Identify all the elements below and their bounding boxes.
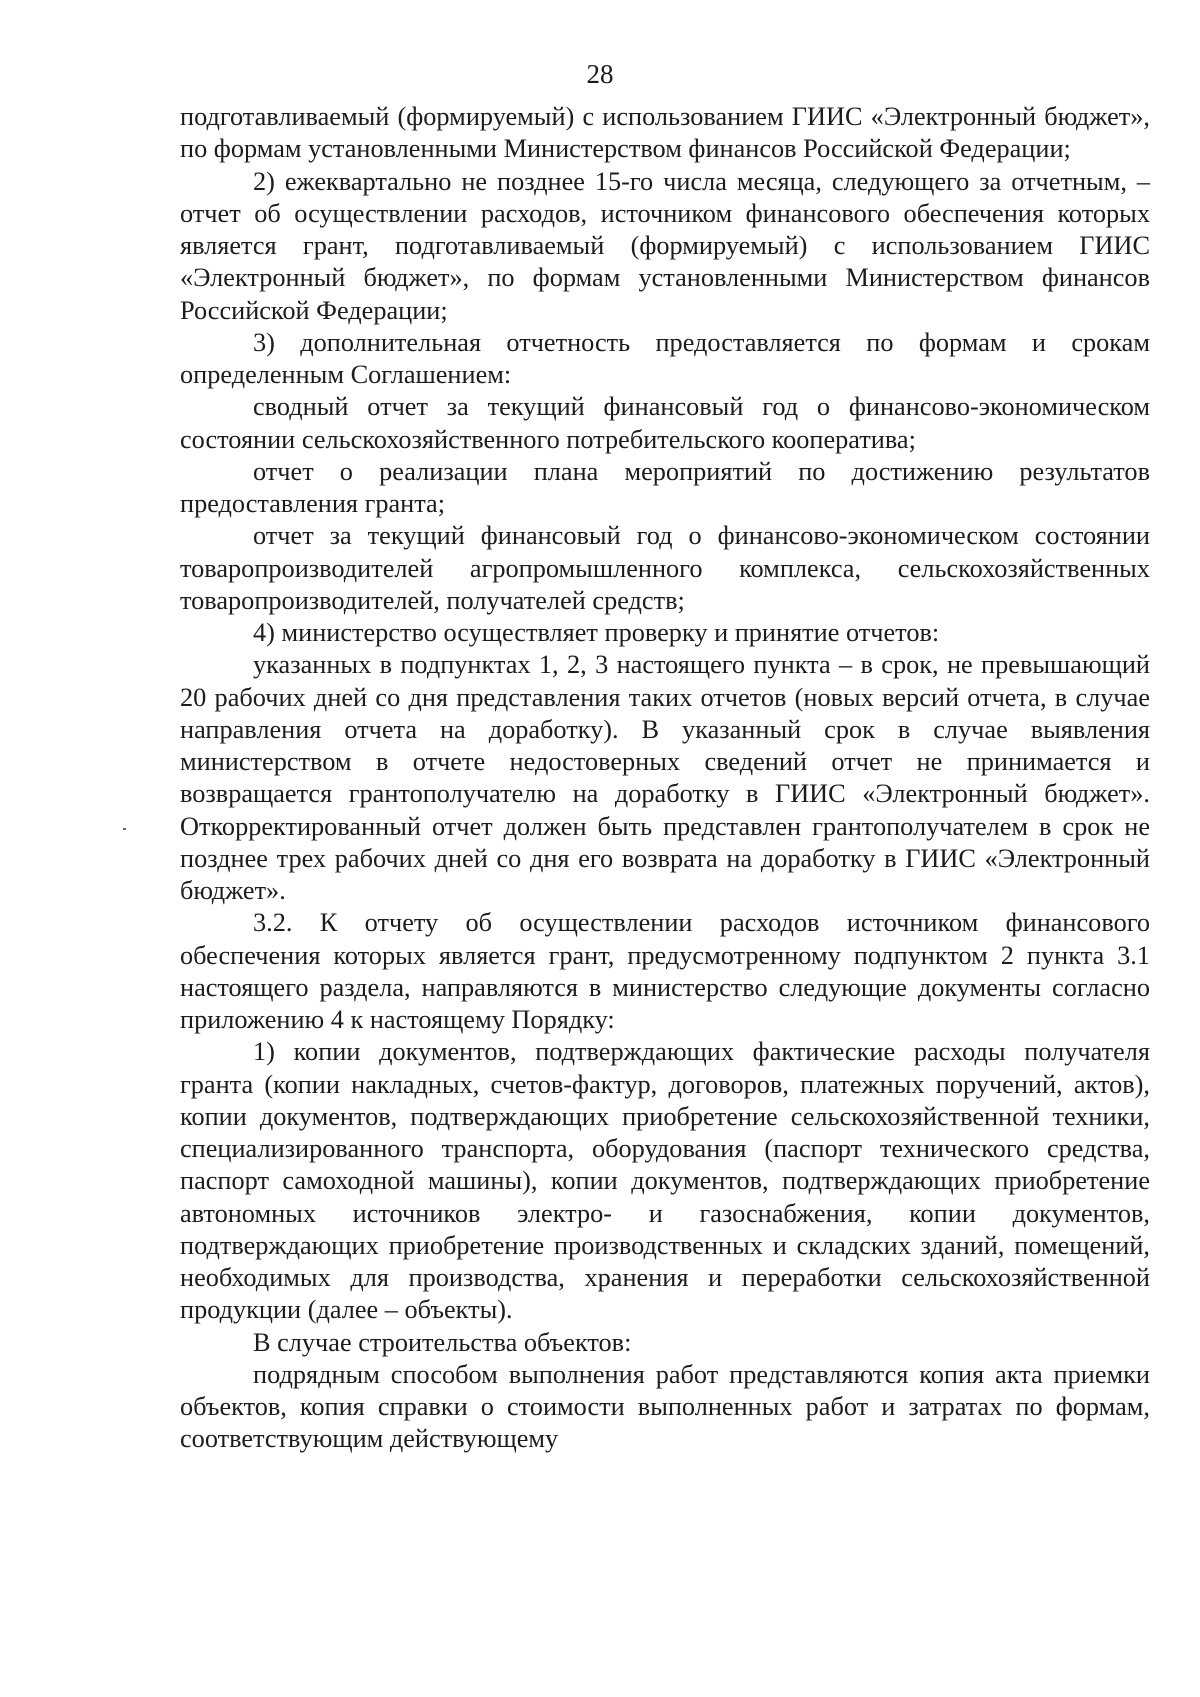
page-number: 28 [586, 59, 614, 89]
paragraph-item-3: 3) дополнительная отчетность предоставляется по формам и срокам определенным Соглашением: [180, 327, 1150, 389]
paragraph-producers-report: отчет за текущий финансовый год о финансово-экономическом состоянии товаропроизводителей агропромышленного комплекса, сельскохозяйственных товаропроизводителей, получателей средств; [180, 521, 1150, 615]
scan-mark [123, 828, 126, 830]
paragraph-item-4: 4) министерство осуществляет проверку и принятие отчетов: [253, 618, 940, 647]
document-body [180, 101, 1150, 1456]
paragraph-continuation: подготавливаемый (формируемый) с использованием ГИИС «Электронный бюджет», по формам установленными Министерством финансов Российской Федерации; [180, 102, 1150, 164]
paragraph-plan-report: отчет о реализации плана мероприятий по достижению результатов предоставления гранта; [180, 456, 1150, 518]
paragraph-section-3-2: 3.2. К отчету об осуществлении расходов источником финансового обеспечения которых является грант, предусмотренному подпунктом 2 пункта 3.1 настоящего раздела, направляются в министерство следующие документы согласно приложению 4 к настоящему Порядку: [180, 908, 1150, 1034]
paragraph-item-2: 2) ежеквартально не позднее 15-го числа месяца, следующего за отчетным, – отчет об осуществлении расходов, источником финансового обеспечения которых является грант, подготавливаемый (формируемый) с использованием ГИИС «Электронный бюджет», по формам установленными Министерством финансов Российской Федерации; [180, 166, 1150, 325]
paragraph-documents-list: 1) копии документов, подтверждающих фактические расходы получателя гранта (копии накладных, счетов-фактур, договоров, платежных поручений, актов), копии документов, подтверждающих приобретение сельскохозяйственной техники, специализированного транспорта, оборудования (паспорт технического средства, паспорт самоходной машины), копии документов, подтверждающих приобретение автономных источников электро- и газоснабжения, копии документов, подтверждающих приобретение производственных и складских зданий, помещений, необходимых для производства, хранения и переработки сельскохозяйственной продукции (далее – объекты). [180, 1037, 1150, 1325]
paragraph-summary-report: сводный отчет за текущий финансовый год о финансово-экономическом состоянии сельскохозяйственного потребительского кооператива; [180, 392, 1150, 454]
paragraph-review-terms: указанных в подпунктах 1, 2, 3 настоящего пункта – в срок, не превышающий 20 рабочих дней со дня представления таких отчетов (новых версий отчета, в случае направления отчета на доработку). В указанный срок в случае выявления министерством в отчете недостоверных сведений отчет не принимается и возвращается грантополучателю на доработку в ГИИС «Электронный бюджет». Откорректированный отчет должен быть представлен грантополучателем в срок не позднее трех рабочих дней со дня его возврата на доработку в ГИИС «Электронный бюджет». [180, 650, 1150, 905]
paragraph-contract-method: подрядным способом выполнения работ представляются копия акта приемки объектов, копия справки о стоимости выполненных работ и затратах по формам, соответствующим действующему [180, 1359, 1150, 1454]
paragraph-construction: В случае строительства объектов: [253, 1327, 632, 1357]
